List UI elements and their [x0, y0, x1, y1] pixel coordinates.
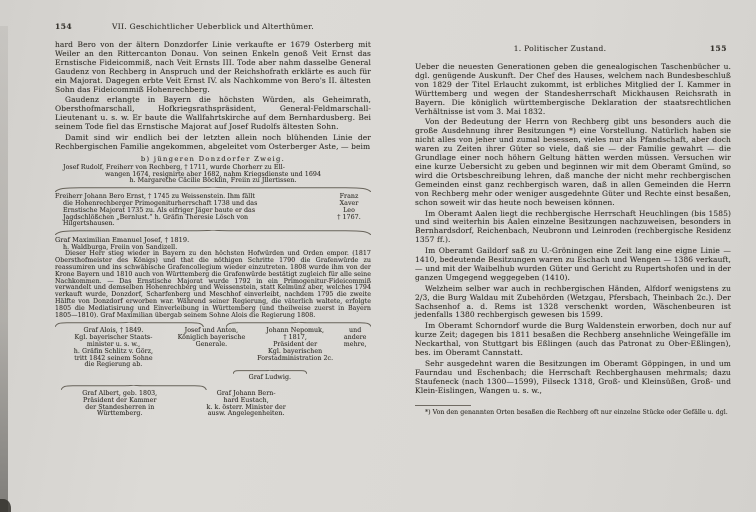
- text-line: ausw. Angelegenheiten.: [207, 410, 285, 418]
- scan-edge-artifact: [0, 26, 8, 512]
- genealogy-entry-josef-rudolf: [55, 165, 371, 185]
- left-page-number: 154: [55, 22, 73, 31]
- text-line: Graf Albert, geb. 1803,: [82, 390, 158, 397]
- text-line: † 1767.: [337, 213, 361, 221]
- text-line: Freiherr Johann Bero Ernst, † 1745 zu Weissenstein. Ihm fällt: [55, 193, 256, 201]
- text-line: Xaver: [339, 200, 359, 208]
- descendant-alois: [55, 328, 172, 369]
- text-line: Johann Nepomuk,: [266, 327, 325, 335]
- right-page-number: 155: [709, 44, 727, 53]
- left-page: [55, 22, 371, 418]
- text-line: Josef und Anton,: [184, 327, 239, 335]
- paragraph: Im Oberamt Gaildorf saß zu U.-Gröningen eine Zeit lang eine eigne Linie — 1410, bedeutende Besitzungen waren zu Eschach und Wengen — 1386 verkauft, — und mit der Waibelhub wurden Güter und Gericht zu Rupertshofen und in der ganzen Umgegend weggegeben (1410).: [415, 246, 731, 282]
- text-line: Jagdschlößchen „Bernlust.“ h. Gräfin Theresie Lösch von: [63, 213, 249, 221]
- right-page-header: [415, 44, 731, 53]
- paragraph: Ueber die neuesten Generationen geben die genealogischen Taschenbücher u. dgl. genügende Auskunft. Der Chef des Hauses, welchem nach Bundesbeschluß von 1829 der Titel Erlaucht zukommt, ist erbliches Mitglied der I. Kammer in Württemberg und wegen der Standesherrschaft Mickhausen Reichsrath in Bayern. Die königlich württembergische Deklaration der staatsrechtlichen Verhältnisse ist vom 3. Mai 1832.: [415, 62, 731, 116]
- left-page-header: [55, 22, 371, 31]
- genealogy-sibling-column: [327, 194, 371, 228]
- right-page: [415, 44, 731, 416]
- left-running-title: VII. Geschichtlicher Ueberblick und Alterthümer.: [112, 22, 314, 31]
- text-line: die Hohenrechberger Primogeniturherrschaft 1738 und das: [63, 200, 258, 208]
- genealogy-text: Dieser Herr stieg wieder in Bayern zu den höchsten Hofwürden und Orden empor. (1817 Obersthofmeister des Königs) und that die nöthigen Schritte 1790 die Grafenwürde zu reassumiren und ins schwäbische Grafencollegium wieder einzutreten. 1808 wurde ihm von der Krone Bayern und 1810 auch von Württemberg die Grafenwürde bestätigt zugleich für alle seine Nachkommen. — Das Ernstische Majorat wurde 1792 in ein Primogenitur-Fideicommiß verwandelt und demselben Hohenrechberg und Weissenstein, statt Kelmünz aber, welches 1794 verkauft wurde, Donzdorf, Scharfenberg und Meschhof einverleibt, nachdem 1795 die zweite Hälfte von Donzdorf erworben war. Während seiner Regierung, die väterlich waltete, erfolgte 1805 die Mediatisirung und Einverleibung in Württemberg (und theilweise zuerst in Bayern 1805—1810). Graf Maximilian übergab seinem Sohne Alois die Regierung 1808.: [55, 250, 371, 319]
- right-running-title: 1. Politischer Zustand.: [513, 44, 607, 53]
- text-line: und: [349, 327, 362, 335]
- genealogy-text: [55, 194, 327, 228]
- paragraph: Gaudenz erlangte in Bayern die höchsten Würden, als Geheimrath, Obersthofmarschall, Hofkriegsrathspräsident, General-Feldmarschall-Lieutenant u. s. w. Er baute die Wallfahrtskirche auf dem Bernhardusberg. Bei seinem Tode fiel das Ernstische Majorat auf Josef Rudolfs ältesten Sohn.: [55, 95, 371, 132]
- text-line: Kgl. bayerischer Staats-: [74, 334, 153, 342]
- paragraph: Sehr ausgedehnt waren die Besitzungen im Oberamt Göppingen, in und um Faurndau und Eschenbach; die Herrschaft Rechberghausen mehrmals; dazu Staufeneck (nach 1300—1599), Filseck 1318, Groß- und Kleinsüßen, Groß- und Klein-Eislingen, Wangen u. s. w.,: [415, 359, 731, 395]
- text-line: Württemberg.: [97, 410, 143, 418]
- text-line: wangen 1674, resignirte aber 1682, nahm Kriegsdienste und 1694: [104, 170, 322, 178]
- descendant-albert: [55, 391, 185, 418]
- genealogy-entry-maximilian: [55, 237, 371, 319]
- genealogy-entry-johann-bero: [55, 194, 371, 228]
- text-line: hard Eustach,: [223, 396, 269, 404]
- text-line: der Standesherren in: [85, 403, 155, 411]
- text-line: andere: [343, 334, 367, 342]
- text-line: mehre,: [343, 341, 367, 349]
- text-line: Generale.: [195, 341, 228, 349]
- paragraph: Welzheim selber war auch in rechbergischen Händen, Alfdorf wenigstens zu 2/3, die Burg Waldau mit Zubehörden (Wetzgau, Pfersbach, Theinbach 2c.). Der Sachsenhof a. d. Rems ist 1328 verschenkt worden, Wäschenbeuren ist jedenfalls 1380 rechbergisch gewesen bis 1599.: [415, 283, 731, 320]
- text-line: Franz: [339, 193, 359, 201]
- text-line: h. Margarethe Cäcilie Böcklin, Freiin zu Jllertissen.: [129, 177, 297, 185]
- text-line: Ernstische Majorat 1735 zu. Als eifriger Jäger baute er das: [63, 206, 256, 214]
- genealogy-brace: [55, 187, 371, 192]
- genealogy-brace: [55, 230, 371, 235]
- text-line: Kgl. bayerischen: [268, 347, 323, 355]
- descendants-row: [55, 328, 371, 369]
- descendant-ludwig: [222, 370, 317, 382]
- footnote-rule: [415, 405, 471, 406]
- text-line: Präsident der Kammer: [83, 396, 157, 404]
- text-line: Präsident der: [273, 341, 318, 349]
- descendants-row: [55, 391, 371, 418]
- paragraph: hard Bero von der ältern Donzdorfer Linie verkaufte er 1679 Osterberg mit Weiler an den Rittercanton Donau. Von seinen Enkeln genoß Veit Ernst das Ernstische Fideicommiß, nach Veit Ernsts III. Tode aber nahm dasselbe General Gaudenz von Rechberg in Anspruch und der Reichshofrath erklärte es auch für ein Majorat. Dagegen erbte Veit Ernst IV. als Nachkomme von Bero's II. ältesten Sohn das Fideicommiß Hohenrechberg.: [55, 40, 371, 94]
- text-line: Graf Johann Bern-: [216, 390, 276, 397]
- descendant-others: [339, 328, 371, 369]
- text-line: k. k. österr. Minister der: [206, 403, 286, 411]
- text-line: Josef Rudolf, Freiherr von Rechberg, † 1711, wurde Chorherr zu Ell-: [63, 163, 285, 171]
- text-line: Forstadministration 2c.: [257, 354, 334, 362]
- section-heading: b) jüngeren Donzdorfer Zweig.: [140, 154, 286, 163]
- descendant-bernhard: [185, 391, 308, 418]
- text-line: h. Gräfin Schlitz v. Görz,: [73, 347, 154, 355]
- text-line: Leo: [343, 206, 355, 214]
- text-line: Königlich bayerische: [177, 334, 246, 342]
- footnote-text: *) Von den genannten Orten besaßen die Rechberg oft nur einzelne Stücke oder Gefälle u. dgl.: [425, 408, 728, 416]
- paragraph: Im Oberamt Aalen liegt die rechbergische Herrschaft Heuchlingen (bis 1585) und sind weiterhin bis Aalen einzelne Besitzungen nachzuweisen, besonders in Bernhardsdorf, Reichenbach, Neubronn und Leinroden (rechbergische Residenz 1357 ff.).: [415, 208, 731, 245]
- scan-corner-artifact: [0, 499, 11, 512]
- paragraph: Damit sind wir endlich bei der letzten allein noch blühenden Linie der Rechbergischen Familie angekommen, abgeleitet vom Osterberger Aste, — beim: [55, 133, 371, 151]
- descendant-josef-anton: [172, 328, 251, 369]
- text-line: Hilgertshausen.: [63, 220, 115, 228]
- genealogy-spouse: h. Waldburga, Freiin von Sandizell.: [63, 243, 178, 251]
- text-line: die Regierung ab.: [84, 361, 143, 369]
- text-line: minister u. s. w.,: [86, 341, 141, 349]
- genealogy-name: Graf Maximilian Emanuel Josef, † 1819.: [55, 236, 190, 245]
- genealogy-name: Graf Ludwig.: [248, 374, 292, 382]
- paragraph: Von der Bedeutung der Herrn von Rechberg gibt uns besonders auch die große Ausdehnung ihrer Besitzungen *) eine Vorstellung. Natürlich haben sie nicht alles von jeher und zumal besessen, vieles nur als Pfandschaft, aber doch waren zu Zeiten ihrer Güter so viele, daß sie — der Familie gewahrt — die Grundlage einer noch höhern Geltung hätten werden müssen. Versuchen wir eine kurze Uebersicht zu geben und beginnen wir mit dem Oberamt Gmünd, so wird die Ortsbeschreibung lehren, daß manche der nicht mehr rechbergischen Gemeinden einst ganz rechbergisch waren, daß in allen Gemeinden die Herrn von Rechberg mehr oder weniger ausgedehnte Güter und Rechte einst besaßen, schon soweit wir das heute noch beweisen können.: [415, 117, 731, 207]
- paragraph: Im Oberamt Schorndorf wurde die Burg Waldenstein erworben, doch nur auf kurze Zeit; dagegen bis 1811 besaßen die Rechberg ansehnliche Weingefälle im Neckarthal, von Stuttgart bis Eßlingen (auch das Patronat zu Ober-Eßlingen), bes. im Oberamt Cannstatt.: [415, 321, 731, 358]
- text-line: † 1817,: [283, 334, 307, 342]
- text-line: tritt 1842 seinem Sohne: [74, 354, 153, 362]
- text-line: Graf Alois, † 1849.: [83, 327, 144, 335]
- descendant-nepomuk: [251, 328, 339, 369]
